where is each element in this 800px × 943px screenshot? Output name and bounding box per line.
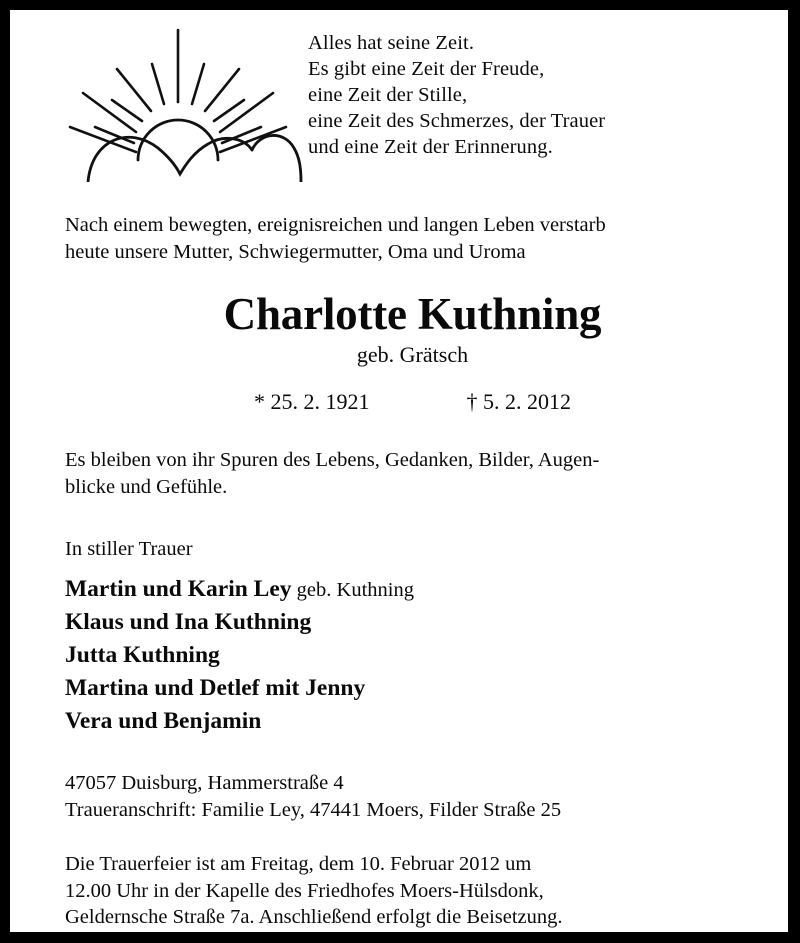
service-line: Geldernsche Straße 7a. Anschließend erfolgt die Beisetzung. bbox=[65, 906, 563, 928]
verse-block bbox=[308, 30, 788, 160]
mourner-suffix: geb. Kuthning bbox=[291, 579, 414, 601]
address-line: Traueranschrift: Familie Ley, 47441 Moers, Filder Straße 25 bbox=[65, 798, 562, 821]
legacy-paragraph bbox=[65, 447, 760, 500]
mourner-name: Vera und Benjamin bbox=[65, 708, 262, 734]
address-block bbox=[65, 770, 760, 823]
list-item bbox=[65, 672, 760, 705]
verse-line: eine Zeit der Stille, bbox=[308, 84, 468, 106]
mourner-name: Klaus und Ina Kuthning bbox=[65, 609, 312, 635]
mourner-name: Jutta Kuthning bbox=[65, 642, 220, 668]
service-details bbox=[65, 851, 760, 931]
notice-body bbox=[10, 212, 788, 931]
legacy-line: blicke und Gefühle. bbox=[65, 475, 228, 498]
header-band bbox=[10, 10, 788, 182]
address-line: 47057 Duisburg, Hammerstraße 4 bbox=[65, 772, 344, 794]
legacy-line: Es bleiben von ihr Spuren des Lebens, Gedanken, Bilder, Augen- bbox=[65, 449, 600, 471]
intro-paragraph bbox=[65, 212, 760, 265]
deceased-name-block bbox=[65, 289, 760, 369]
mourner-name: Martina und Detlef mit Jenny bbox=[65, 675, 366, 701]
list-item bbox=[65, 573, 760, 606]
intro-line: Nach einem bewegten, ereignisreichen und langen Leben verstarb bbox=[65, 214, 606, 236]
page-title: Charlotte Kuthning bbox=[223, 289, 602, 339]
life-dates bbox=[65, 389, 760, 415]
verse-line: eine Zeit des Schmerzes, der Trauer bbox=[308, 110, 606, 132]
verse-line: Alles hat seine Zeit. bbox=[308, 32, 475, 54]
mourners-block bbox=[65, 536, 760, 738]
intro-line: heute unsere Mutter, Schwiegermutter, Oma und Uroma bbox=[65, 240, 526, 263]
birth-date: * 25. 2. 1921 bbox=[254, 389, 370, 414]
list-item bbox=[65, 705, 760, 738]
list-item bbox=[65, 606, 760, 639]
rising-sun-over-clouds-icon bbox=[58, 22, 308, 182]
obituary-notice bbox=[10, 10, 788, 932]
mourners-list bbox=[65, 573, 760, 738]
service-line: Die Trauerfeier ist am Freitag, dem 10. Februar 2012 um bbox=[65, 853, 532, 875]
service-line: 12.00 Uhr in der Kapelle des Friedhofes Moers-Hülsdonk, bbox=[65, 879, 544, 902]
death-date: † 5. 2. 2012 bbox=[466, 389, 571, 414]
verse-line: Es gibt eine Zeit der Freude, bbox=[308, 58, 545, 80]
mourner-name: Martin und Karin Ley bbox=[65, 576, 292, 602]
verse-line: und eine Zeit der Erinnerung. bbox=[308, 136, 553, 158]
maiden-name: geb. Grätsch bbox=[356, 342, 469, 367]
mourners-intro: In stiller Trauer bbox=[65, 538, 193, 560]
list-item bbox=[65, 639, 760, 672]
